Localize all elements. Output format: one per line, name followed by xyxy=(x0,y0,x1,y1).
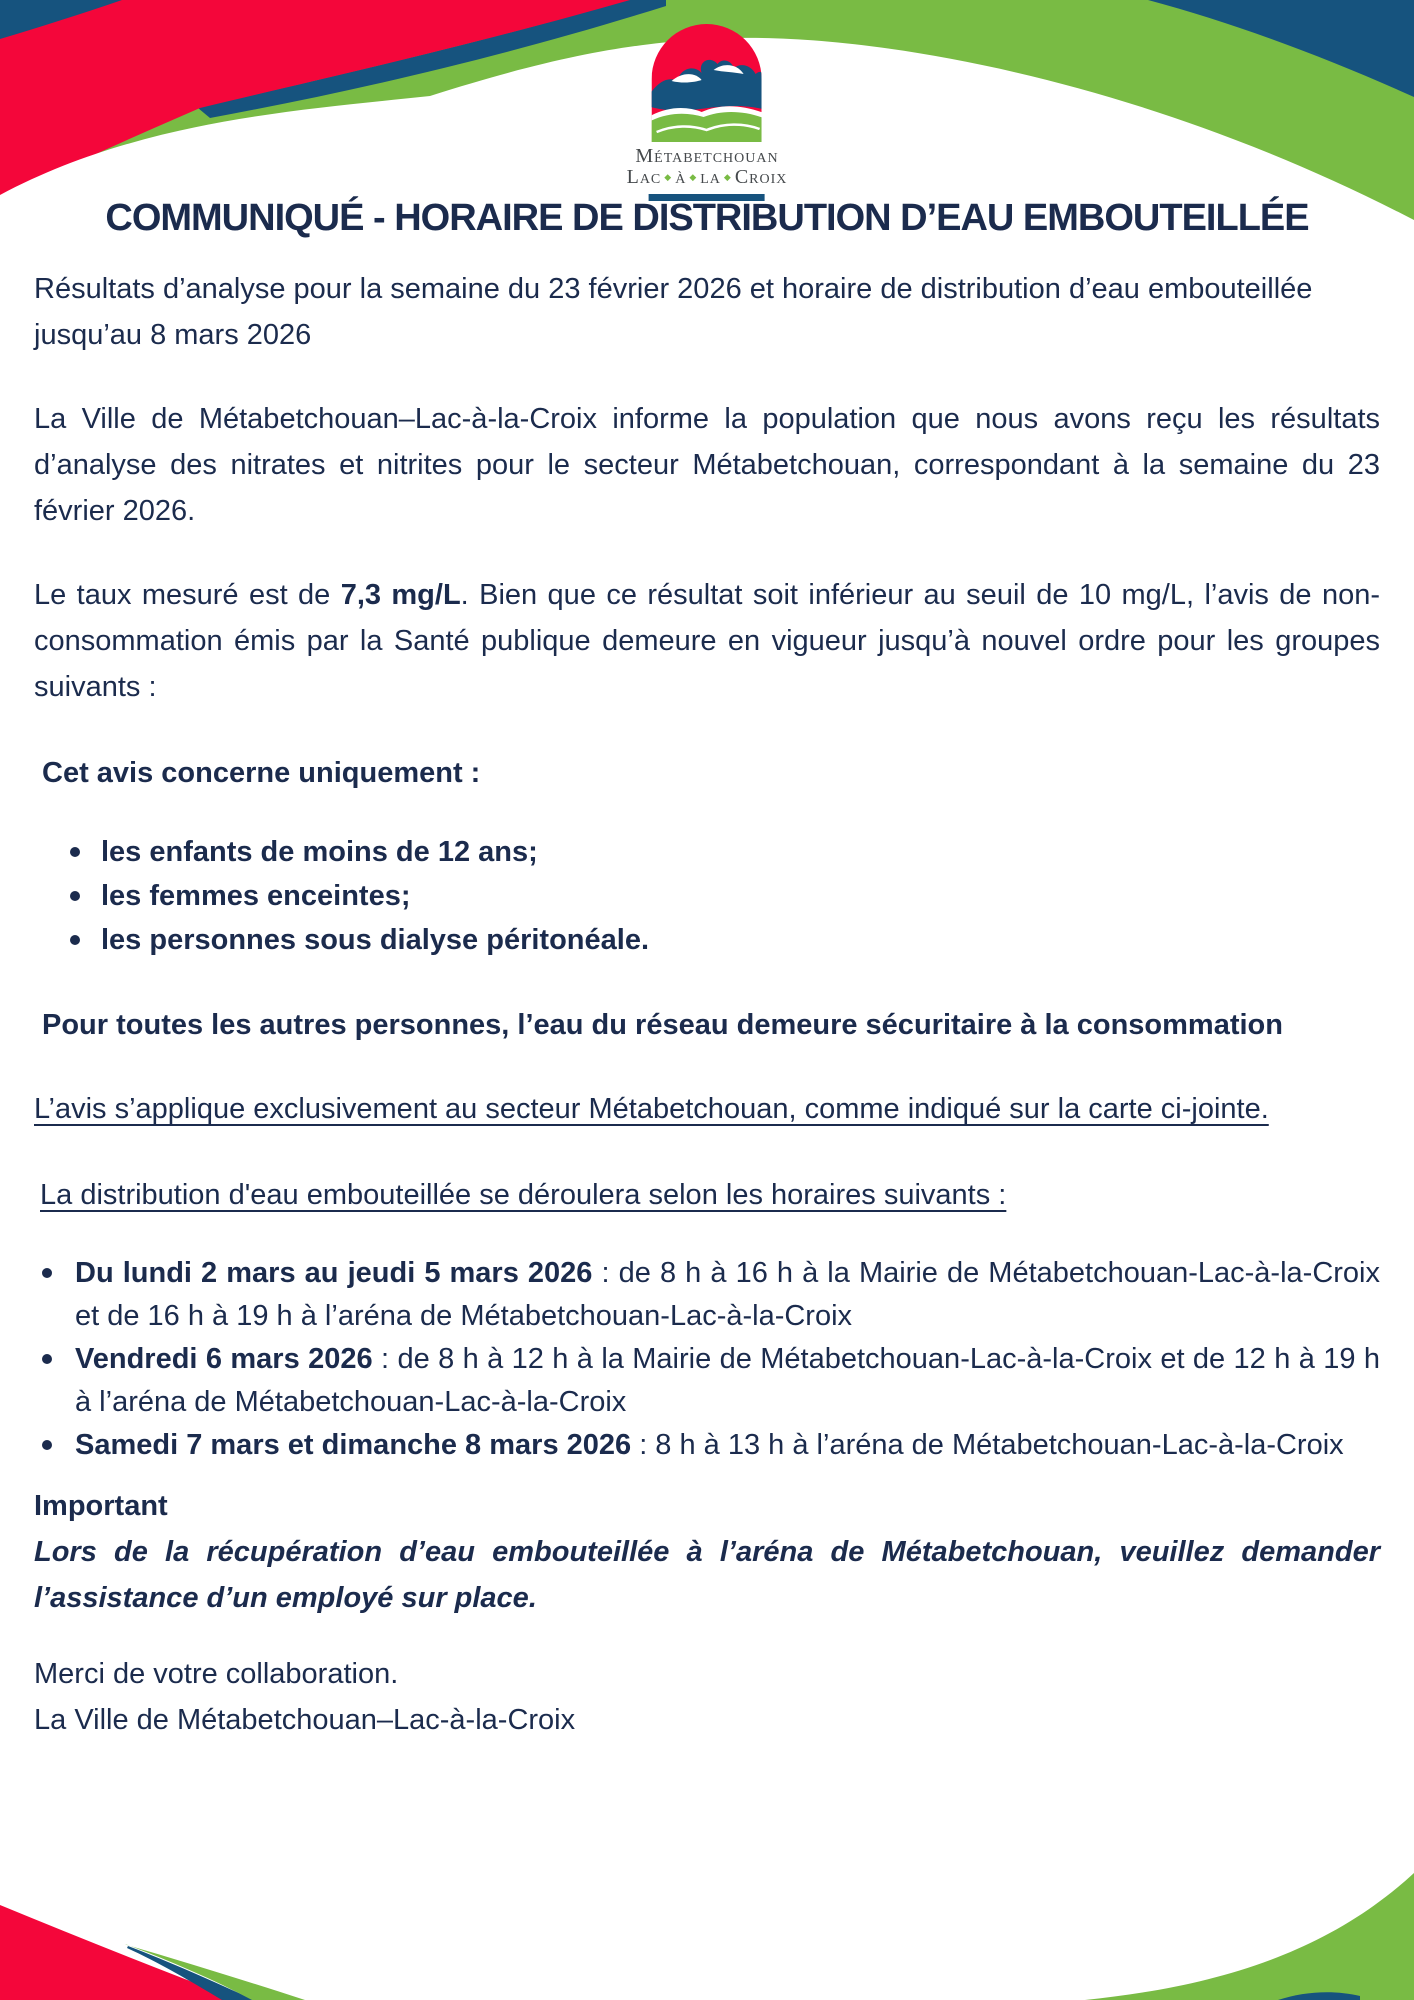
paragraph-measured-rate xyxy=(34,572,1380,710)
diamond-separator-icon: ◆ xyxy=(689,172,698,182)
bullet-icon xyxy=(42,1440,52,1450)
schedule-detail: : de 8 h à 16 h à la Mairie de Métabetchouan-Lac-à-la-Croix et de 16 h à 19 h à l’aréna de Métabetchouan-Lac-à-la-Croix xyxy=(75,1257,1380,1332)
schedule-detail: : de 8 h à 12 h à la Mairie de Métabetchouan-Lac-à-la-Croix et de 12 h à 19 h à l’aréna de Métabetchouan-Lac-à-la-Croix xyxy=(75,1343,1380,1418)
list-item-label: les femmes enceintes; xyxy=(101,880,411,912)
diamond-separator-icon: ◆ xyxy=(664,172,673,182)
paragraph-other-persons: Pour toutes les autres personnes, l’eau du réseau demeure sécuritaire à la consommation xyxy=(42,1009,1283,1041)
list-item-label: les personnes sous dialyse péritonéale. xyxy=(101,924,649,956)
schedule-date-label: Vendredi 6 mars 2026 xyxy=(75,1343,373,1375)
measured-rate-lead: Le taux mesuré est de xyxy=(34,579,341,611)
affected-groups-list xyxy=(34,830,1380,962)
list-item xyxy=(34,1252,1380,1338)
city-logo-name-line1: Métabetchouan xyxy=(635,145,779,167)
list-item xyxy=(34,830,1380,874)
list-item xyxy=(34,1424,1380,1467)
diamond-separator-icon: ◆ xyxy=(723,172,732,182)
city-logo-arch-icon xyxy=(652,24,762,142)
logo-word-croix: Croix xyxy=(734,166,788,188)
list-item xyxy=(34,918,1380,962)
measured-rate-rest: . Bien que ce résultat soit inférieur au seuil de 10 mg/L, l’avis de non-consommation émis par la Santé publique demeure en vigueur jusqu’à nouvel ordre pour les groupes suivants : xyxy=(34,579,1380,703)
paragraph-results-summary: Résultats d’analyse pour la semaine du 23 février 2026 et horaire de distribution d’eau embouteillée jusqu’au 8 mars 2026 xyxy=(34,273,1313,351)
measured-rate-value: 7,3 mg/L xyxy=(340,579,461,611)
footer-swoosh-decoration xyxy=(0,1850,1414,2000)
schedule-detail: : 8 h à 13 h à l’aréna de Métabetchouan-Lac-à-la-Croix xyxy=(631,1429,1344,1461)
paragraph-city-announcement: La Ville de Métabetchouan–Lac-à-la-Croix informe la population que nous avons reçu les résultats d’analyse des nitrates et nitrites pour le secteur Métabetchouan, correspondant à la semaine du 23 février 2026. xyxy=(34,403,1380,527)
bullet-icon xyxy=(70,891,80,901)
closing-thanks: Merci de votre collaboration. xyxy=(34,1658,399,1690)
notice-heading: Cet avis concerne uniquement : xyxy=(42,757,481,789)
logo-word-a: à xyxy=(675,166,687,188)
communique-body xyxy=(0,266,1414,1743)
schedule-date-label: Samedi 7 mars et dimanche 8 mars 2026 xyxy=(75,1429,632,1461)
page-header xyxy=(0,0,1414,250)
schedule-intro: La distribution d'eau embouteillée se déroulera selon les horaires suivants : xyxy=(40,1179,1007,1211)
list-item-label: les enfants de moins de 12 ans; xyxy=(101,836,538,868)
bullet-icon xyxy=(42,1354,52,1364)
bullet-icon xyxy=(42,1268,52,1278)
bullet-icon xyxy=(70,935,80,945)
closing-signature: La Ville de Métabetchouan–Lac-à-la-Croix xyxy=(34,1704,576,1736)
important-body: Lors de la récupération d’eau embouteillée à l’aréna de Métabetchouan, veuillez demander l’assistance d’un employé sur place. xyxy=(34,1536,1380,1614)
logo-word-la: la xyxy=(700,166,721,188)
bullet-icon xyxy=(70,847,80,857)
logo-word-lac: Lac xyxy=(626,166,662,188)
page-title: COMMUNIQUÉ - HORAIRE DE DISTRIBUTION D’EAU EMBOUTEILLÉE xyxy=(105,197,1309,239)
city-logo-name-line2 xyxy=(627,167,788,188)
schedule-date-label: Du lundi 2 mars au jeudi 5 mars 2026 xyxy=(75,1257,593,1289)
paragraph-sector-notice: L’avis s’applique exclusivement au secteur Métabetchouan, comme indiqué sur la carte ci-jointe. xyxy=(34,1093,1269,1125)
city-logo xyxy=(627,24,788,201)
list-item xyxy=(34,874,1380,918)
important-heading: Important xyxy=(34,1490,168,1522)
distribution-schedule-list xyxy=(34,1252,1380,1467)
list-item xyxy=(34,1338,1380,1424)
